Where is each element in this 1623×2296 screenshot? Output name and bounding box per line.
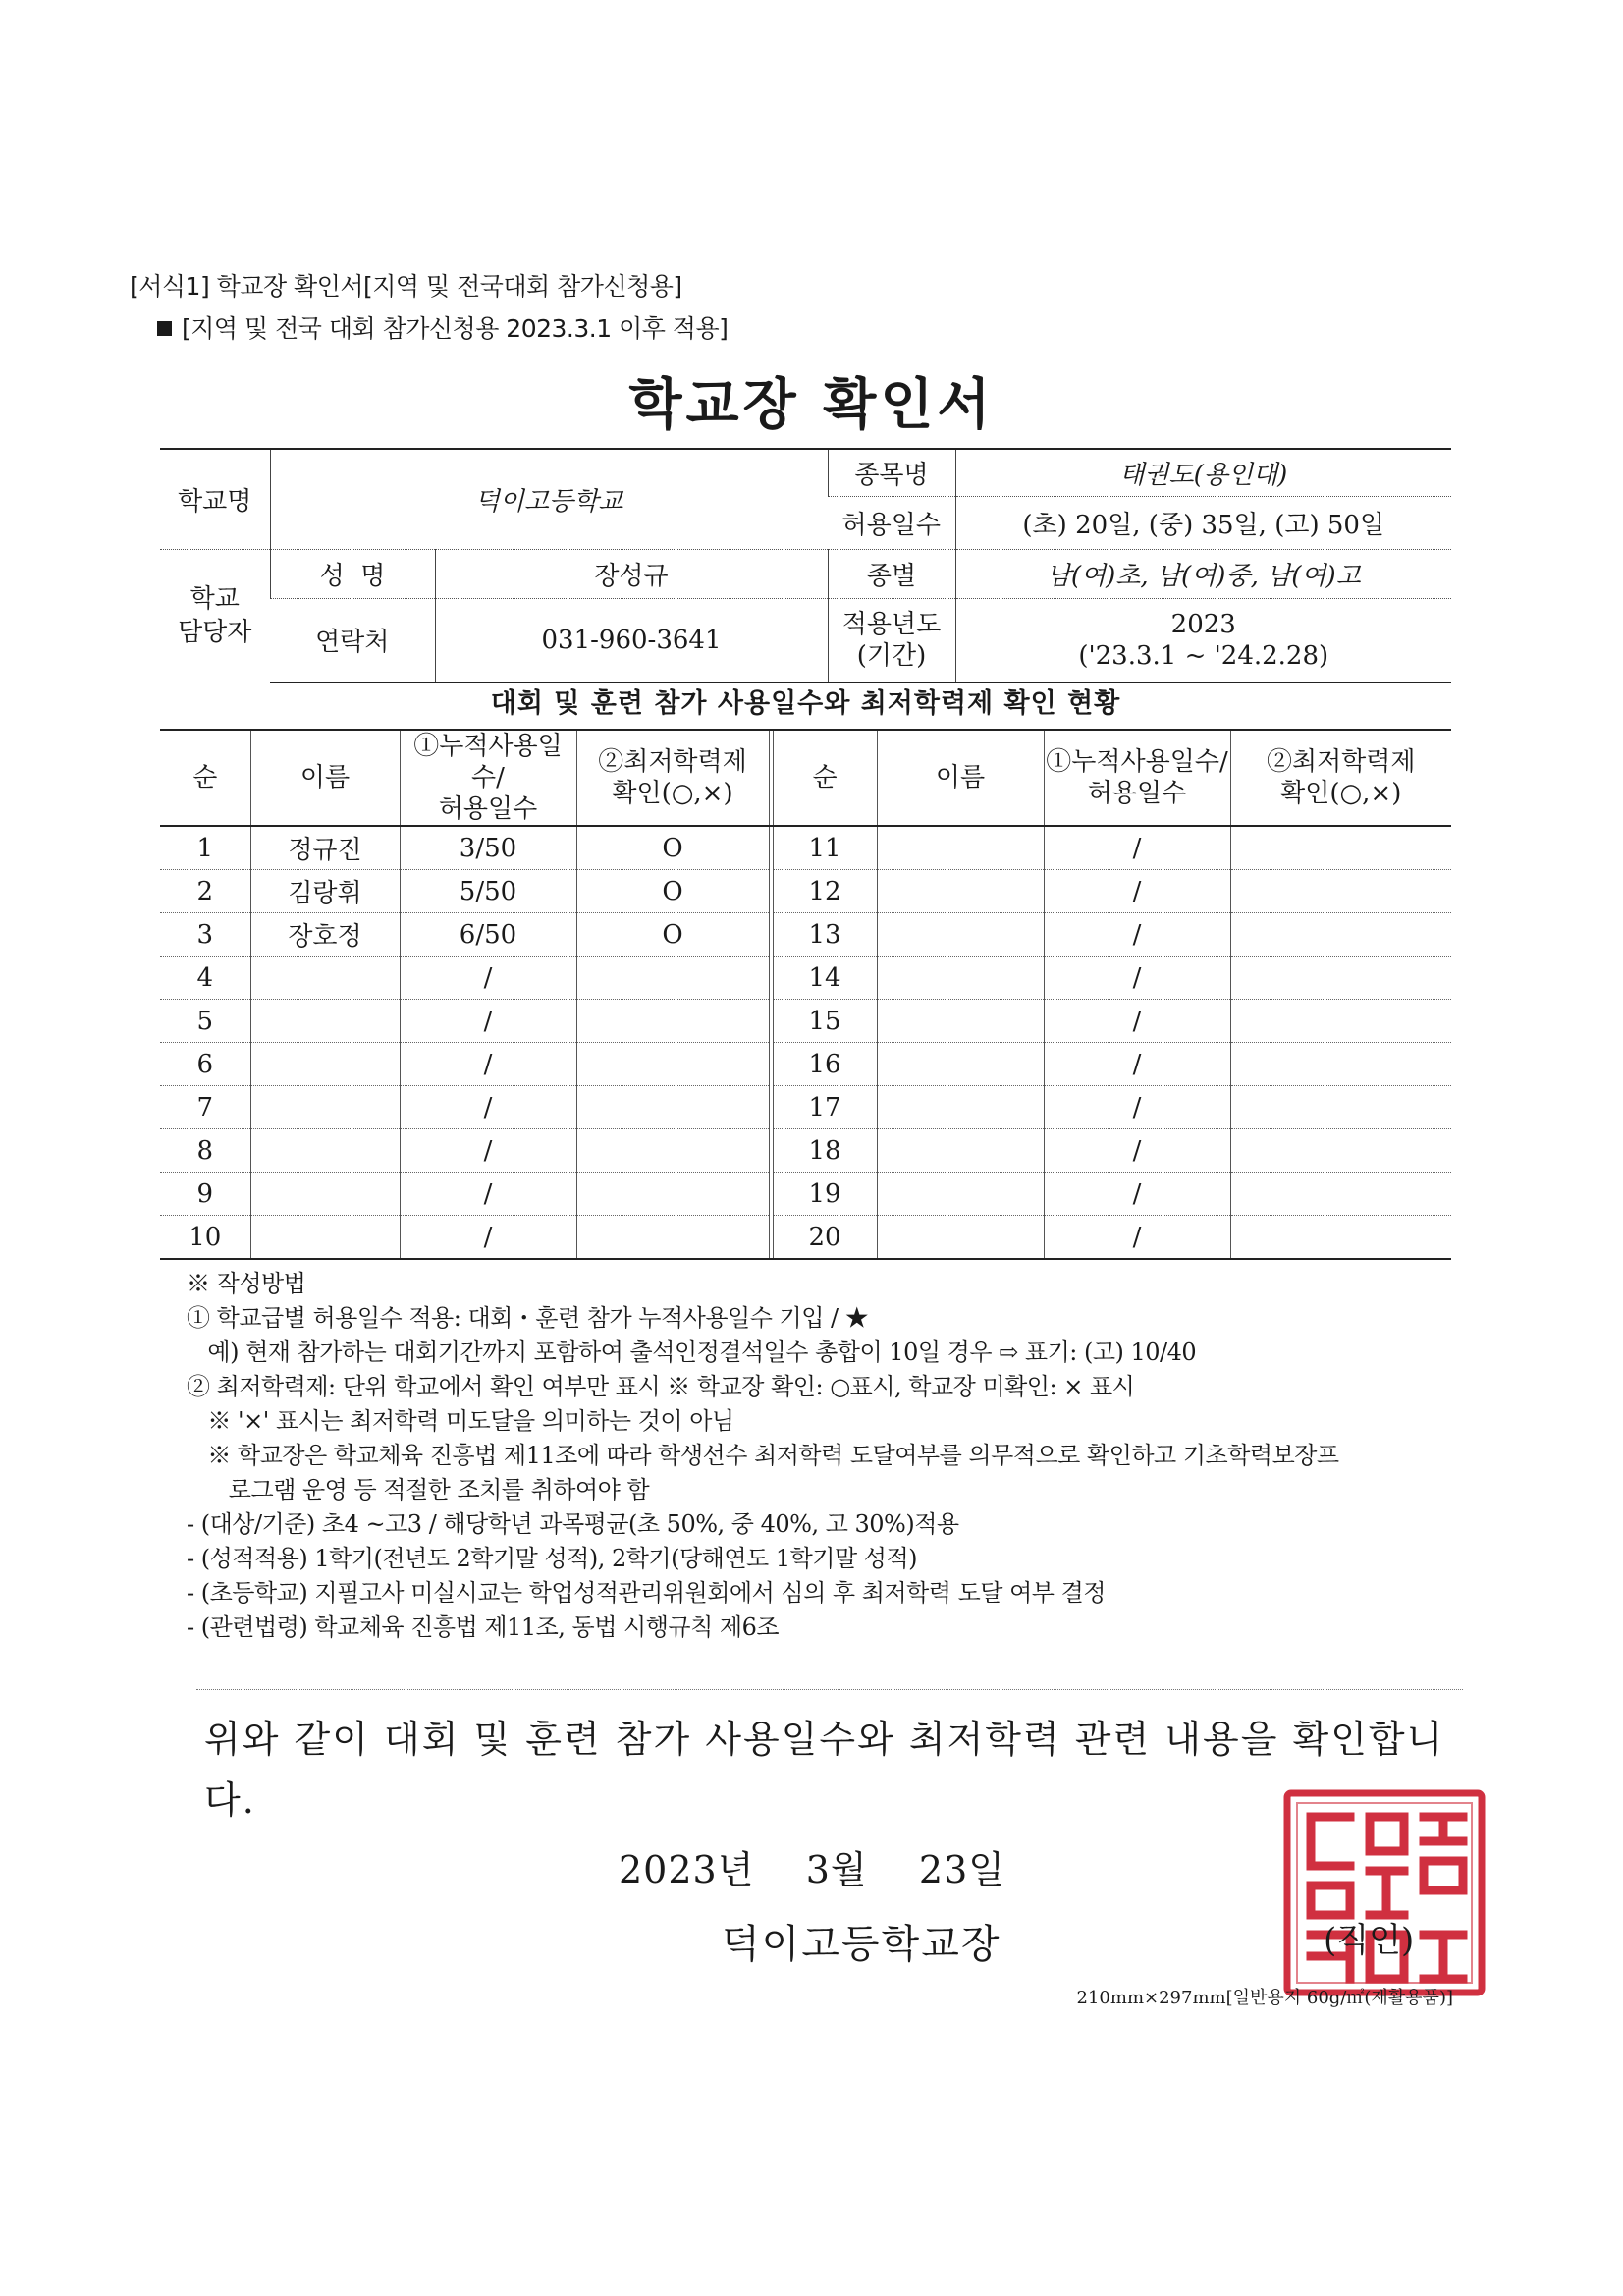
allowed-label: 허용일수	[828, 496, 955, 549]
student-no: 3	[160, 913, 250, 957]
header-no: 순	[160, 730, 250, 826]
student-check	[1230, 1086, 1451, 1129]
note-line: - (성적적용) 1학기(전년도 2학기말 성적), 2학기(당해연도 1학기말 성적)	[187, 1545, 917, 1572]
student-days: /	[1044, 957, 1230, 1000]
student-name	[250, 1000, 400, 1043]
student-name	[877, 826, 1044, 870]
student-name	[877, 870, 1044, 913]
year-value: 2023	[1170, 609, 1236, 639]
student-days: /	[400, 1086, 576, 1129]
student-check	[1230, 1000, 1451, 1043]
student-name	[250, 957, 400, 1000]
student-name	[250, 1129, 400, 1173]
student-days: /	[400, 957, 576, 1000]
student-no: 14	[773, 957, 877, 1000]
student-check	[576, 1216, 769, 1260]
student-no: 7	[160, 1086, 250, 1129]
year-cell	[955, 598, 1451, 683]
table-row	[160, 826, 1451, 870]
student-check	[576, 957, 769, 1000]
student-no: 8	[160, 1129, 250, 1173]
student-no: 11	[773, 826, 877, 870]
student-check	[1230, 826, 1451, 870]
student-no: 5	[160, 1000, 250, 1043]
table-row	[160, 1000, 1451, 1043]
type-value: 남(여)초, 남(여)중, 남(여)고	[955, 549, 1451, 598]
students-table	[160, 729, 1451, 1260]
student-name	[250, 1216, 400, 1260]
student-no: 17	[773, 1086, 877, 1129]
square-bullet-icon	[157, 321, 172, 336]
notes-block	[187, 1267, 1463, 1645]
student-days: /	[1044, 1043, 1230, 1086]
student-check	[1230, 1216, 1451, 1260]
student-name	[250, 1043, 400, 1086]
student-check	[576, 1173, 769, 1216]
student-name: 장호정	[250, 913, 400, 957]
year-label: 적용년도 (기간)	[828, 598, 955, 683]
scope-text: [지역 및 전국 대회 참가신청용 2023.3.1 이후 적용]	[182, 314, 729, 343]
confirmation-text: 위와 같이 대회 및 훈련 참가 사용일수와 최저학력 관련 내용을 확인합니다.	[204, 1718, 1445, 1822]
table-row	[160, 957, 1451, 1000]
student-check	[1230, 1129, 1451, 1173]
header-check: ②최저학력제 확인(○,×)	[576, 730, 769, 826]
student-no: 2	[160, 870, 250, 913]
manager-label: 학교 담당자	[160, 549, 270, 683]
note-line: 로그램 운영 등 적절한 조치를 취하여야 함	[187, 1476, 650, 1503]
student-check	[1230, 913, 1451, 957]
form-line: [서식1] 학교장 확인서[지역 및 전국대회 참가신청용]	[130, 272, 682, 301]
student-name	[877, 957, 1044, 1000]
student-check: O	[576, 870, 769, 913]
student-name	[250, 1086, 400, 1129]
student-days: /	[1044, 1129, 1230, 1173]
note-line: ① 학교급별 허용일수 적용: 대회・훈련 참가 누적사용일수 기입 / ★	[187, 1304, 869, 1332]
student-no: 4	[160, 957, 250, 1000]
name-value: 장성규	[435, 549, 828, 598]
student-name: 정규진	[250, 826, 400, 870]
student-days: 3/50	[400, 826, 576, 870]
principal-name: 덕이고등학교장	[722, 1922, 1001, 1967]
section-title: 대회 및 훈련 참가 사용일수와 최저학력제 확인 현황	[490, 688, 1121, 719]
note-line: - (초등학교) 지필고사 미실시교는 학업성적관리위원회에서 심의 후 최저학력 도달 여부 결정	[187, 1579, 1106, 1607]
student-days: 6/50	[400, 913, 576, 957]
seal-label: (직인)	[1324, 1921, 1415, 1960]
sport-label: 종목명	[828, 449, 955, 496]
header-name: 이름	[250, 730, 400, 826]
header-name: 이름	[877, 730, 1044, 826]
header-days: ①누적사용일수/ 허용일수	[400, 730, 576, 826]
student-check	[1230, 957, 1451, 1000]
student-check	[1230, 870, 1451, 913]
student-days: /	[400, 1129, 576, 1173]
table-row	[160, 870, 1451, 913]
contact-value: 031-960-3641	[435, 598, 828, 683]
scope-line	[157, 309, 728, 345]
school-seal-icon	[1281, 1787, 1488, 1998]
table-row	[160, 913, 1451, 957]
student-name	[250, 1173, 400, 1216]
type-label: 종별	[828, 549, 955, 598]
header-days: ①누적사용일수/ 허용일수	[1044, 730, 1230, 826]
header-no: 순	[773, 730, 877, 826]
student-no: 15	[773, 1000, 877, 1043]
student-name	[877, 1173, 1044, 1216]
student-check	[1230, 1173, 1451, 1216]
note-line: - (대상/기준) 초4 ~고3 / 해당학년 과목평균(초 50%, 중 40%, 고 30%)적용	[187, 1510, 959, 1538]
student-no: 9	[160, 1173, 250, 1216]
student-no: 12	[773, 870, 877, 913]
student-check	[1230, 1043, 1451, 1086]
date: 2023년 3월 23일	[619, 1848, 1005, 1891]
student-no: 10	[160, 1216, 250, 1260]
student-name	[877, 1216, 1044, 1260]
paper-spec: 210mm×297mm[일반용지 60g/㎡(재활용품)]	[1076, 1988, 1453, 2008]
student-no: 13	[773, 913, 877, 957]
note-line: - (관련법령) 학교체육 진흥법 제11조, 동법 시행규칙 제6조	[187, 1613, 780, 1641]
student-name	[877, 1000, 1044, 1043]
student-name: 김랑휘	[250, 870, 400, 913]
contact-label: 연락처	[270, 598, 435, 683]
sport-value: 태권도(용인대)	[955, 449, 1451, 496]
page-title: 학교장 확인서	[628, 373, 995, 437]
student-days: /	[1044, 1173, 1230, 1216]
student-days: /	[1044, 1000, 1230, 1043]
student-check	[576, 1129, 769, 1173]
divider	[196, 1689, 1463, 1690]
student-check: O	[576, 826, 769, 870]
note-line: ※ 작성방법	[187, 1270, 306, 1297]
school-label: 학교명	[160, 449, 270, 549]
student-days: /	[1044, 913, 1230, 957]
student-days: /	[400, 1173, 576, 1216]
note-line: ② 최저학력제: 단위 학교에서 확인 여부만 표시 ※ 학교장 확인: ○표시, 학교장 미확인: × 표시	[187, 1373, 1135, 1400]
info-table	[160, 448, 1451, 683]
student-check: O	[576, 913, 769, 957]
student-check	[576, 1086, 769, 1129]
table-row	[160, 1216, 1451, 1260]
student-name	[877, 1043, 1044, 1086]
student-days: /	[400, 1043, 576, 1086]
student-no: 18	[773, 1129, 877, 1173]
table-row	[160, 1043, 1451, 1086]
table-row	[160, 1129, 1451, 1173]
student-days: 5/50	[400, 870, 576, 913]
allowed-value: (초) 20일, (중) 35일, (고) 50일	[955, 496, 1451, 549]
student-days: /	[400, 1000, 576, 1043]
student-check	[576, 1043, 769, 1086]
student-days: /	[1044, 1216, 1230, 1260]
name-label: 성 명	[270, 549, 435, 598]
student-days: /	[1044, 1086, 1230, 1129]
student-name	[877, 1086, 1044, 1129]
period-value: ('23.3.1 ~ '24.2.28)	[1078, 640, 1329, 671]
student-name	[877, 1129, 1044, 1173]
table-row	[160, 1086, 1451, 1129]
student-no: 20	[773, 1216, 877, 1260]
student-days: /	[1044, 870, 1230, 913]
table-row	[160, 1173, 1451, 1216]
student-no: 19	[773, 1173, 877, 1216]
note-line: 예) 현재 참가하는 대회기간까지 포함하여 출석인정결석일수 총합이 10일 경우 ⇨ 표기: (고) 10/40	[187, 1339, 1197, 1366]
student-name	[877, 913, 1044, 957]
student-check	[576, 1000, 769, 1043]
school-value: 덕이고등학교	[270, 449, 828, 549]
student-days: /	[400, 1216, 576, 1260]
student-days: /	[1044, 826, 1230, 870]
student-no: 6	[160, 1043, 250, 1086]
student-no: 1	[160, 826, 250, 870]
note-line: ※ 학교장은 학교체육 진흥법 제11조에 따라 학생선수 최저학력 도달여부를 의무적으로 확인하고 기초학력보장프	[187, 1442, 1339, 1469]
header-check: ②최저학력제 확인(○,×)	[1230, 730, 1451, 826]
note-line: ※ '×' 표시는 최저학력 미도달을 의미하는 것이 아님	[187, 1407, 734, 1435]
student-no: 16	[773, 1043, 877, 1086]
